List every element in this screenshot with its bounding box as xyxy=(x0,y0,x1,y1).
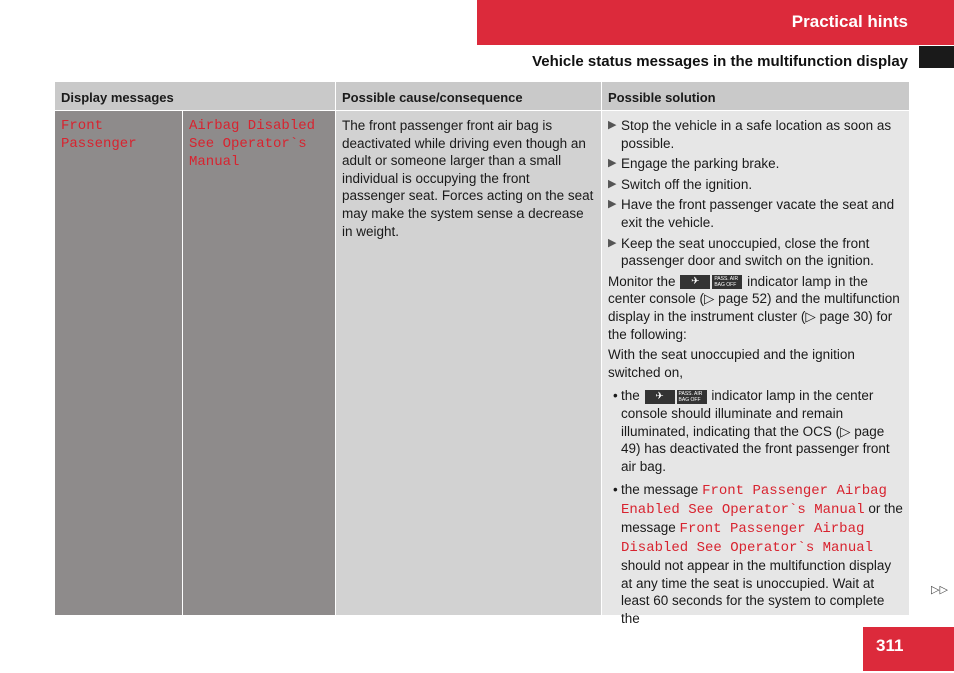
page-number-box xyxy=(863,627,954,671)
triangle-right-icon: ▶ xyxy=(608,198,617,211)
solution-step: ▶ Engage the parking brake. xyxy=(608,156,780,172)
display-message-cell-2 xyxy=(183,111,335,615)
passenger-seat-icon: ✈ xyxy=(680,275,710,289)
solution-cell xyxy=(602,111,909,627)
solution-step: ▶ Keep the seat unoccupied, close the front passenger door and switch on the ignition. xyxy=(608,235,874,269)
message-disabled: Front Passenger Airbag Disabled See Operator`s Manual xyxy=(621,521,874,557)
cause-text: The front passenger front air bag is deactivated while driving even though an adult or someone larger than a small individual is occupying the front passenger seat. Forces acting on the seat may make the system sense a decrease in weight. xyxy=(342,118,594,239)
monitor-paragraph: Monitor the ✈ PASS. AIR BAG OFF indicator lamp in the center console (▷ page 52) and the multifunction display in the instrument cluster (▷ page 30) for the following: xyxy=(608,273,900,342)
solution-step: ▶ Switch off the ignition. xyxy=(608,176,753,192)
unoccupied-paragraph: With the seat unoccupied and the ignition switched on, xyxy=(608,347,855,380)
airbag-off-lamp-icon: PASS. AIR BAG OFF xyxy=(677,390,707,404)
cause-cell xyxy=(336,111,601,615)
bullet-item: • the message Front Passenger Airbag Enabled See Operator`s Manual or the message Front Passenger Airbag Disabled See Operator`s Manual should not appear in the multifunction display at any time the seat is unoccupied. Wait at least 60 seconds for the system to complete the xyxy=(613,482,903,627)
airbag-off-lamp-icon: PASS. AIR BAG OFF xyxy=(712,275,742,289)
page-number: 311 xyxy=(876,636,904,655)
header-display-messages: Display messages xyxy=(55,82,335,110)
triangle-right-icon: ▶ xyxy=(608,157,617,170)
triangle-right-icon: ▶ xyxy=(608,236,617,249)
bullet-item: • the ✈ PASS. AIR BAG OFF indicator lamp in the center console should illuminate and remain illuminated, indicating that the OCS (▷ page 49) has deactivated the front passenger front air bag. xyxy=(613,388,890,474)
display-message-part2: Airbag Disabled See Operator`s Manual xyxy=(189,118,316,170)
continue-marker: ▷▷ xyxy=(931,584,948,596)
solution-step: ▶ Have the front passenger vacate the seat and exit the vehicle. xyxy=(608,197,895,230)
message-enabled: Front Passenger Airbag Enabled See Operator`s Manual xyxy=(621,483,887,519)
header-possible-solution: Possible solution xyxy=(602,82,909,110)
page-subtitle: Vehicle status messages in the multifunction display xyxy=(532,53,908,70)
status-messages-table xyxy=(55,82,909,627)
section-title: Practical hints xyxy=(791,12,908,31)
header-possible-cause: Possible cause/consequence xyxy=(336,82,601,110)
triangle-right-icon: ▶ xyxy=(608,119,617,131)
passenger-seat-icon: ✈ xyxy=(645,390,675,404)
triangle-right-icon: ▶ xyxy=(608,177,617,190)
display-message-part1: Front Passenger xyxy=(61,118,137,152)
section-header-bar xyxy=(477,0,954,45)
solution-step: ▶ Stop the vehicle in a safe location as soon as possible. xyxy=(608,118,892,151)
thumb-tab xyxy=(919,46,954,68)
display-message-cell-1 xyxy=(55,111,182,615)
